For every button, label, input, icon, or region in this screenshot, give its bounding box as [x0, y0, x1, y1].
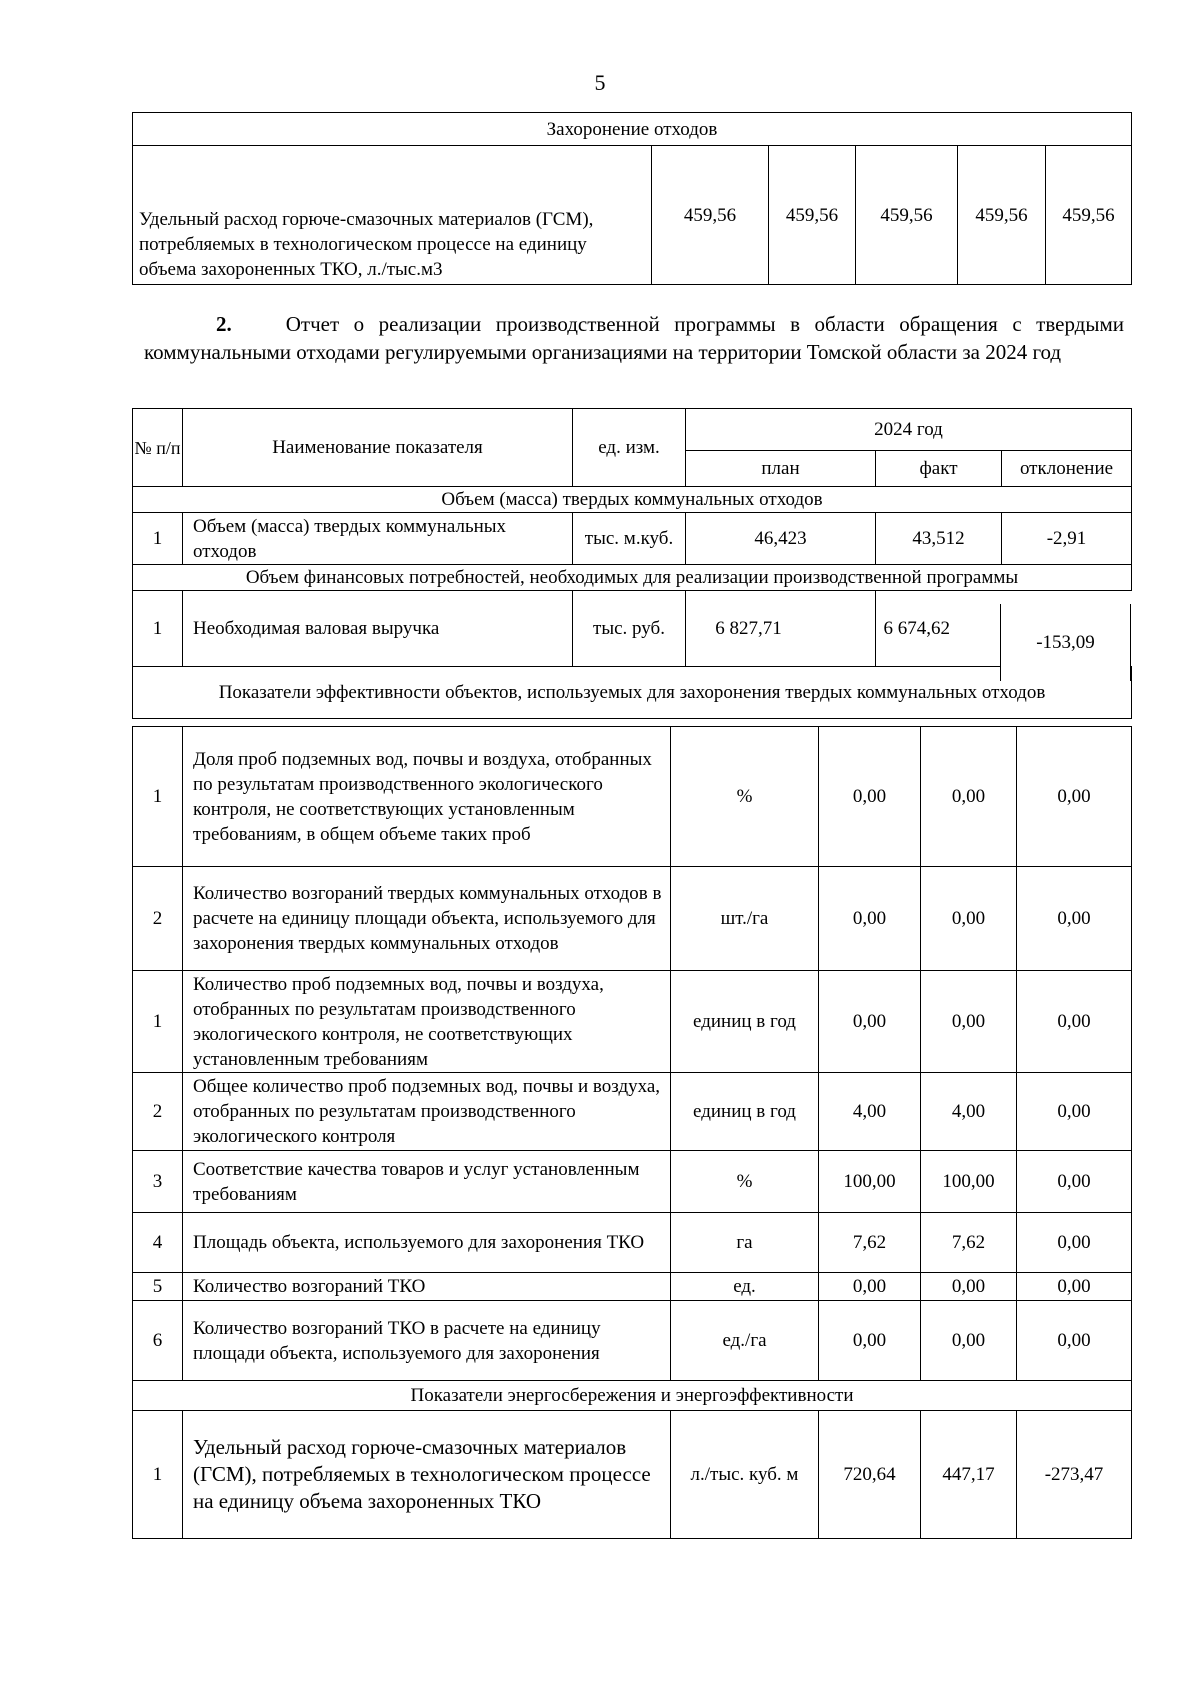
- section-title: Отчет о реализации производственной программы в области обращения с твердыми коммунальными отходами регулируемыми организациями на территории Томской области за 2024 год: [144, 312, 1124, 364]
- row-name: Удельный расход горюче-смазочных материалов (ГСМ), потребляемых в технологическом процессе на единицу объема захороненных ТКО: [183, 1411, 671, 1539]
- row-name: Объем (масса) твердых коммунальных отходов: [183, 513, 573, 565]
- row-deviation: 0,00: [1017, 867, 1132, 971]
- row-fact: 43,512: [876, 513, 1002, 565]
- row-unit: га: [671, 1213, 819, 1273]
- row-plan: 0,00: [819, 971, 921, 1073]
- table-row: [133, 867, 1132, 971]
- row-fact: 447,17: [921, 1411, 1017, 1539]
- row-unit: ед./га: [671, 1301, 819, 1381]
- row-fact: 0,00: [921, 1301, 1017, 1381]
- row-name: Общее количество проб подземных вод, почвы и воздуха, отобранных по результатам производственного экологического контроля: [183, 1073, 671, 1151]
- row-plan: 46,423: [686, 513, 876, 565]
- table-row: [133, 971, 1132, 1073]
- row-deviation: 0,00: [1017, 1073, 1132, 1151]
- row-unit: шт./га: [671, 867, 819, 971]
- row-fact: 0,00: [921, 727, 1017, 867]
- row-plan: 100,00: [819, 1151, 921, 1213]
- disposal-table: [132, 112, 1132, 285]
- row-fact: 6 674,62: [876, 591, 1132, 667]
- row-num: 4: [133, 1213, 183, 1273]
- row-fact: 7,62: [921, 1213, 1017, 1273]
- row-fact: 0,00: [921, 1273, 1017, 1301]
- table-row: [133, 727, 1132, 867]
- header-year: 2024 год: [686, 409, 1132, 451]
- row-name: Количество возгораний ТКО: [183, 1273, 671, 1301]
- row-deviation: 0,00: [1017, 1151, 1132, 1213]
- row-name: Количество возгораний ТКО в расчете на единицу площади объекта, используемого для захоронения: [183, 1301, 671, 1381]
- row-deviation: 0,00: [1017, 1213, 1132, 1273]
- row-unit: ед.: [671, 1273, 819, 1301]
- row-deviation: -2,91: [1002, 513, 1132, 565]
- section-number: 2.: [216, 312, 232, 336]
- row-plan: 7,62: [819, 1213, 921, 1273]
- section-header-energy: Показатели энергосбережения и энергоэффективности: [133, 1381, 1132, 1411]
- row-plan: 0,00: [819, 1273, 921, 1301]
- row-num: 1: [133, 591, 183, 667]
- table-row: [133, 1151, 1132, 1213]
- row-num: 1: [133, 513, 183, 565]
- value-cell: 459,56: [1046, 146, 1132, 285]
- header-name: Наименование показателя: [183, 409, 573, 487]
- value-cell: 459,56: [958, 146, 1046, 285]
- header-plan: план: [686, 451, 876, 487]
- header-num: № п/п: [133, 409, 183, 487]
- row-plan: 6 827,71: [686, 591, 876, 667]
- section-header-efficiency: Показатели эффективности объектов, используемых для захоронения твердых коммунальных отходов: [133, 667, 1132, 719]
- row-name: Необходимая валовая выручка: [183, 591, 573, 667]
- section-header-disposal: Захоронение отходов: [133, 113, 1132, 146]
- table-row: [133, 1273, 1132, 1301]
- row-plan: 720,64: [819, 1411, 921, 1539]
- row-plan: 0,00: [819, 727, 921, 867]
- section-paragraph: [144, 310, 1124, 366]
- row-unit: л./тыс. куб. м: [671, 1411, 819, 1539]
- row-fact: 0,00: [921, 867, 1017, 971]
- row-num: 3: [133, 1151, 183, 1213]
- row-num: 5: [133, 1273, 183, 1301]
- row-deviation: -153,09: [1000, 604, 1131, 681]
- row-plan: 4,00: [819, 1073, 921, 1151]
- section-header-volume: Объем (масса) твердых коммунальных отходов: [133, 487, 1132, 513]
- report-table-top: [132, 408, 1132, 719]
- table-row: [133, 1213, 1132, 1273]
- value-cell: 459,56: [856, 146, 958, 285]
- row-name: Количество возгораний твердых коммунальных отходов в расчете на единицу площади объекта, используемого для захоронения твердых коммунальных отходов: [183, 867, 671, 971]
- row-deviation: 0,00: [1017, 1273, 1132, 1301]
- row-deviation: 0,00: [1017, 971, 1132, 1073]
- row-unit: единиц в год: [671, 971, 819, 1073]
- row-unit: тыс. руб.: [573, 591, 686, 667]
- row-name: Доля проб подземных вод, почвы и воздуха, отобранных по результатам производственного экологического контроля, не соответствующих установленным требованиям, в общем объеме таких проб: [183, 727, 671, 867]
- row-unit: %: [671, 727, 819, 867]
- value-cell: 459,56: [769, 146, 856, 285]
- row-name: Количество проб подземных вод, почвы и воздуха, отобранных по результатам производственного экологического контроля, не соответствующих установленным требованиям: [183, 971, 671, 1073]
- section-header-finance: Объем финансовых потребностей, необходимых для реализации производственной программы: [133, 565, 1132, 591]
- row-fact: 4,00: [921, 1073, 1017, 1151]
- row-name: Площадь объекта, используемого для захоронения ТКО: [183, 1213, 671, 1273]
- row-fact: 100,00: [921, 1151, 1017, 1213]
- row-unit: %: [671, 1151, 819, 1213]
- row-num: 2: [133, 867, 183, 971]
- table-row: [133, 1073, 1132, 1151]
- row-num: 2: [133, 1073, 183, 1151]
- row-num: 1: [133, 1411, 183, 1539]
- row-fact: 0,00: [921, 971, 1017, 1073]
- row-deviation: 0,00: [1017, 1301, 1132, 1381]
- value-cell: 459,56: [652, 146, 769, 285]
- page-number: 5: [594, 70, 606, 95]
- row-num: 6: [133, 1301, 183, 1381]
- indicator-cell: Удельный расход горюче-смазочных материалов (ГСМ), потребляемых в технологическом процессе на единицу объема захороненных ТКО, л./тыс.м3: [133, 146, 652, 285]
- table-row: [133, 1301, 1132, 1381]
- row-num: 1: [133, 971, 183, 1073]
- row-deviation: -273,47: [1017, 1411, 1132, 1539]
- header-fact: факт: [876, 451, 1002, 487]
- row-name: Соответствие качества товаров и услуг установленным требованиям: [183, 1151, 671, 1213]
- header-unit: ед. изм.: [573, 409, 686, 487]
- row-num: 1: [133, 727, 183, 867]
- row-unit: тыс. м.куб.: [573, 513, 686, 565]
- header-deviation: отклонение: [1002, 451, 1132, 487]
- row-plan: 0,00: [819, 1301, 921, 1381]
- row-plan: 0,00: [819, 867, 921, 971]
- row-unit: единиц в год: [671, 1073, 819, 1151]
- row-deviation: 0,00: [1017, 727, 1132, 867]
- report-table-bottom: [132, 726, 1132, 1539]
